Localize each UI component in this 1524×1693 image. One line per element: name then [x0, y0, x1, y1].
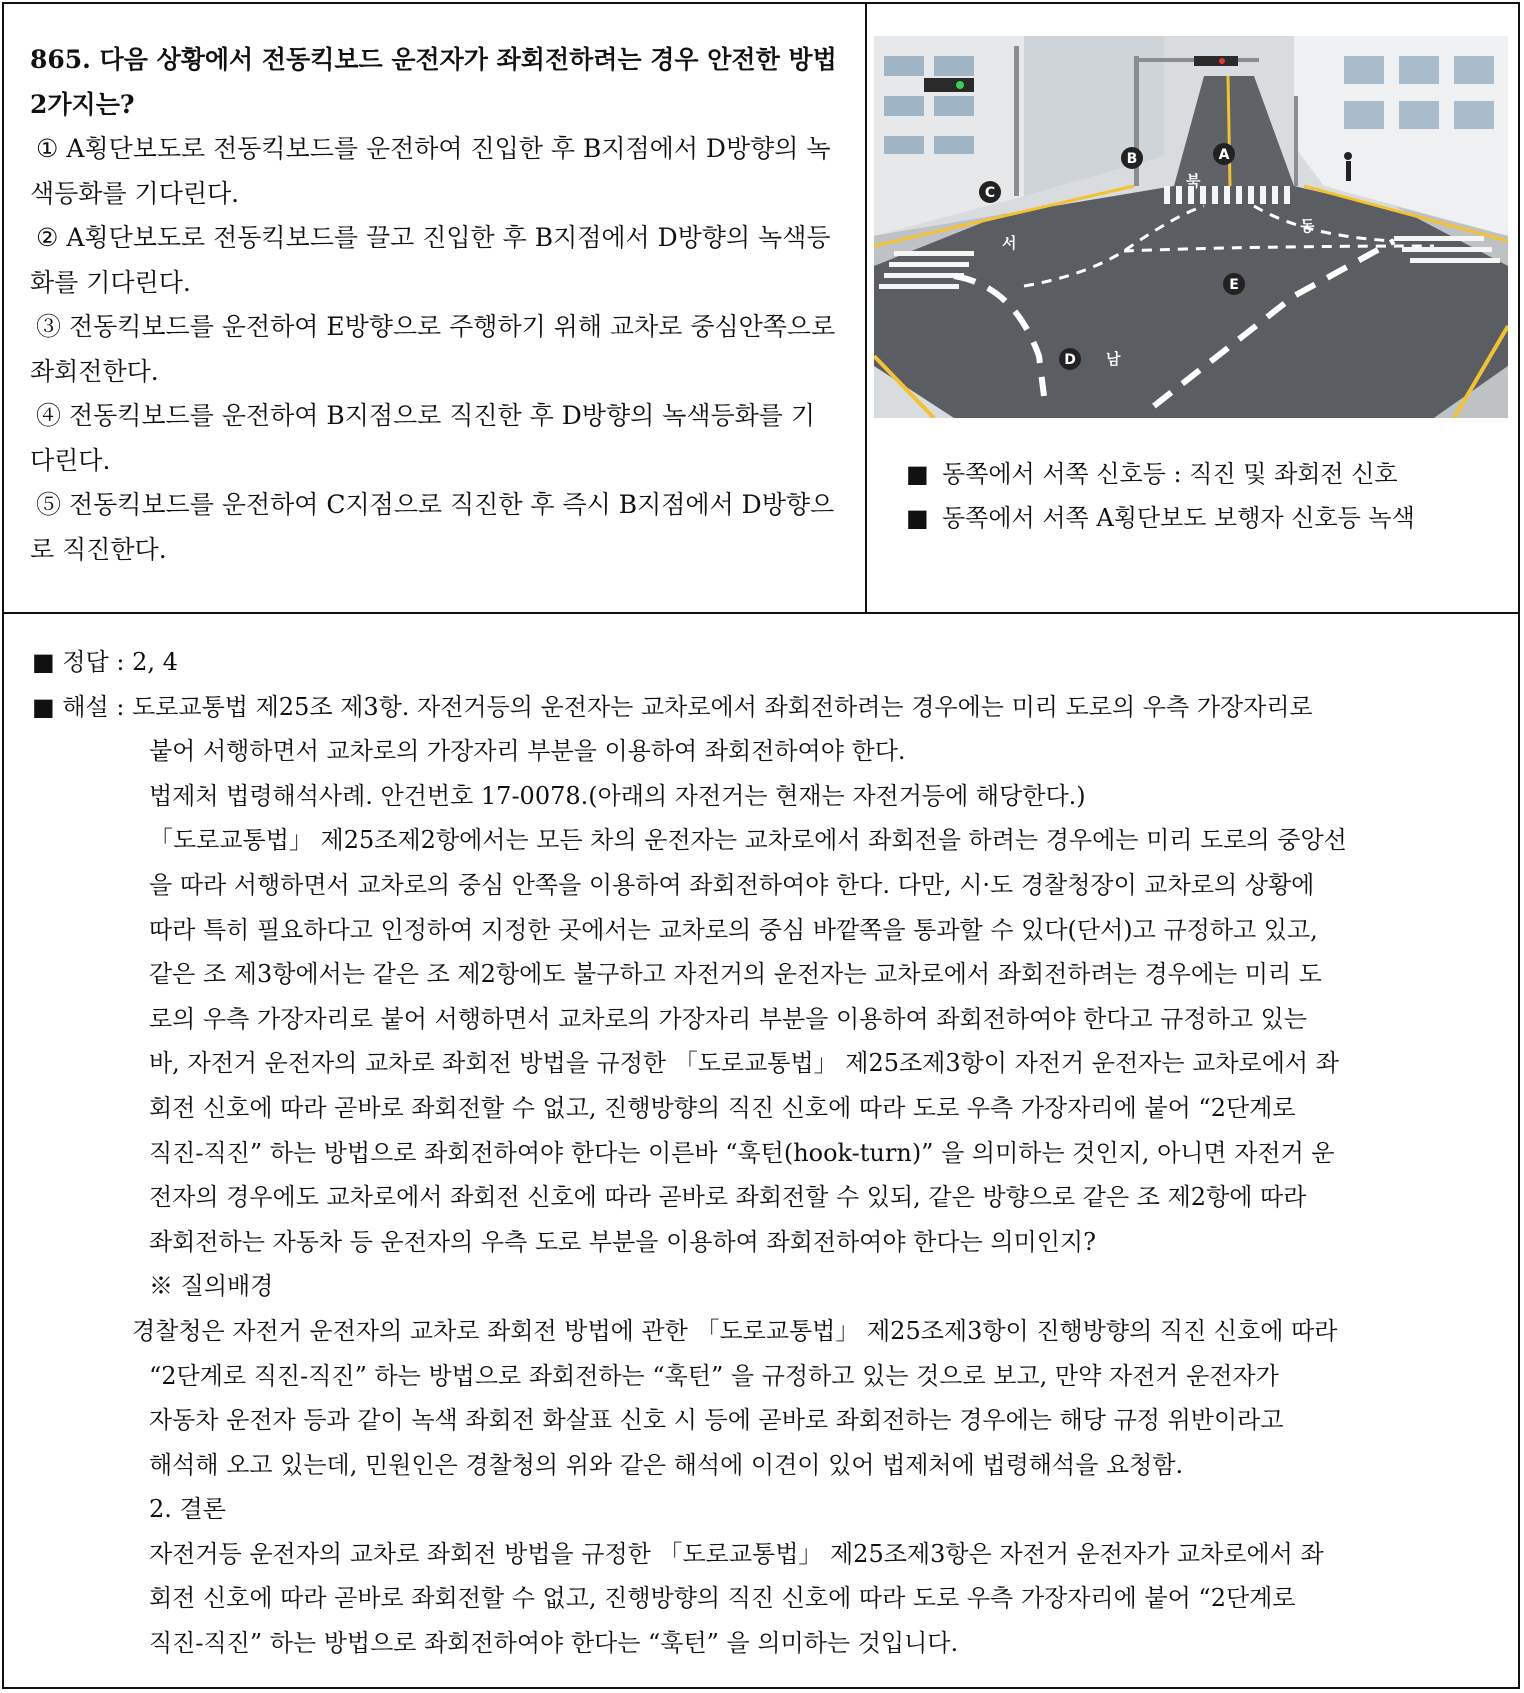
explanation-line: 붙어 서행하면서 교차로의 가장자리 부분을 이용하여 좌회전하여야 한다. — [149, 737, 906, 766]
intersection-illustration — [874, 36, 1508, 418]
option-1: ① A횡단보도로 전동킥보드를 운전하여 진입한 후 B지점에서 D방향의 녹색등화를 기다린다. — [30, 134, 831, 208]
option-3: ③ 전동킥보드를 운전하여 E방향으로 주행하기 위해 교차로 중심안쪽으로 좌회전한다. — [30, 312, 836, 386]
note-row — [906, 452, 1502, 496]
explanation-first-line — [32, 685, 1502, 730]
column-divider — [865, 4, 867, 612]
marker-c: C — [984, 185, 996, 201]
inquiry-background-heading: ※ 질의배경 — [149, 1272, 274, 1301]
label-west: 서 — [1002, 234, 1017, 252]
answer-block — [32, 640, 1502, 1666]
explanation-line: 해석해 오고 있는데, 민원인은 경찰청의 위와 같은 해석에 이견이 있어 법제처에 법령해석을 요청함. — [149, 1450, 1184, 1479]
row-divider — [4, 612, 1518, 614]
condition-notes — [906, 452, 1502, 540]
answer-bullet: ■ — [32, 648, 55, 676]
note-row — [906, 496, 1502, 540]
explanation-line: 회전 신호에 따라 곧바로 좌회전할 수 없고, 진행방향의 직진 신호에 따라 도로 우측 가장자리에 붙어 “2단계로 — [149, 1584, 1296, 1613]
option-4: ④ 전동킥보드를 운전하여 B지점으로 직진한 후 D방향의 녹색등화를 기다린다. — [30, 401, 816, 475]
explanation-line: “2단계로 직진-직진” 하는 방법으로 좌회전하는 “훅턴” 을 규정하고 있는 것으로 보고, 만약 자전거 운전자가 — [149, 1361, 1279, 1390]
question-stem: 865. 다음 상황에서 전동킥보드 운전자가 좌회전하려는 경우 안전한 방법2가지는? — [30, 45, 837, 119]
explanation-line: 로의 우측 가장자리로 붙어 서행하면서 교차로의 가장자리 부분을 이용하여 좌회전하여야 한다고 규정하고 있는 — [149, 1004, 1308, 1033]
marker-d: D — [1064, 352, 1076, 368]
label-south: 남 — [1106, 350, 1121, 368]
note-text: 동쪽에서 서쪽 신호등 : 직진 및 좌회전 신호 — [942, 460, 1398, 488]
explanation-text: 도로교통법 제25조 제3항. 자전거등의 운전자는 교차로에서 좌회전하려는 경우에는 미리 도로의 우측 가장자리로 — [132, 692, 1313, 721]
explanation-line: 을 따라 서행하면서 교차로의 중심 안쪽을 이용하여 좌회전하여야 한다. 다만, 시·도 경찰청장이 교차로의 상황에 — [149, 870, 1315, 899]
explanation-line: 직진-직진” 하는 방법으로 좌회전하여야 한다는 “훅턴” 을 의미하는 것입니다. — [149, 1629, 959, 1658]
label-east: 동 — [1300, 217, 1315, 235]
explanation-line: 「도로교통법」 제25조제2항에서는 모든 차의 운전자는 교차로에서 좌회전을 하려는 경우에는 미리 도로의 중앙선 — [149, 826, 1347, 855]
explanation-line: 법제처 법령해석사례. 안건번호 17-0078.(아래의 자전거는 현재는 자전거등에 해당한다.) — [149, 781, 1086, 810]
explanation-line: 자전거등 운전자의 교차로 좌회전 방법을 규정한 「도로교통법」 제25조제3항은 자전거 운전자가 교차로에서 좌 — [149, 1539, 1324, 1568]
intersection-svg — [874, 36, 1508, 418]
marker-a: A — [1218, 147, 1230, 163]
answer-line — [32, 640, 1502, 685]
label-north: 북 — [1186, 172, 1201, 190]
note-bullet: ■ — [906, 460, 929, 488]
explanation-line: 따라 특히 필요하다고 인정하여 지정한 곳에서는 교차로의 중심 바깥쪽을 통과할 수 있다(단서)고 규정하고 있고, — [149, 915, 1318, 944]
answer-value: 2, 4 — [132, 648, 178, 676]
explanation-bullet: ■ — [32, 692, 55, 721]
marker-b: B — [1126, 151, 1138, 167]
explanation-line: 같은 조 제3항에서는 같은 조 제2항에도 불구하고 자전거의 운전자는 교차로에서 좌회전하려는 경우에는 미리 도 — [149, 960, 1322, 989]
note-text: 동쪽에서 서쪽 A횡단보도 보행자 신호등 녹색 — [942, 504, 1415, 532]
explanation-line: 전자의 경우에도 교차로에서 좌회전 신호에 따라 곧바로 좌회전할 수 있되, 같은 방향으로 같은 조 제2항에 따라 — [149, 1183, 1307, 1212]
conclusion-heading: 2. 결론 — [149, 1495, 226, 1524]
option-5: ⑤ 전동킥보드를 운전하여 C지점으로 직진한 후 즉시 B지점에서 D방향으로 직진한다. — [30, 490, 835, 564]
explanation-line: 좌회전하는 자동차 등 운전자의 우측 도로 부분을 이용하여 좌회전하여야 한다는 의미인지? — [149, 1227, 1096, 1256]
note-bullet: ■ — [906, 504, 929, 532]
answer-label: 정답 : — [62, 648, 125, 676]
explanation-line: 직진-직진” 하는 방법으로 좌회전하여야 한다는 이른바 “훅턴(hook-turn)” 을 의미하는 것인지, 아니면 자전거 운 — [149, 1138, 1335, 1167]
explanation-line: 회전 신호에 따라 곧바로 좌회전할 수 없고, 진행방향의 직진 신호에 따라 도로 우측 가장자리에 붙어 “2단계로 — [149, 1093, 1296, 1122]
explanation-label: 해설 : — [62, 692, 125, 721]
question-block — [30, 38, 838, 572]
explanation-line: 자동차 운전자 등과 같이 녹색 좌회전 화살표 신호 시 등에 곧바로 좌회전하는 경우에는 해당 규정 위반이라고 — [149, 1406, 1284, 1435]
marker-e: E — [1229, 277, 1239, 293]
explanation-line: 경찰청은 자전거 운전자의 교차로 좌회전 방법에 관한 「도로교통법」 제25조제3항이 진행방향의 직진 신호에 따라 — [132, 1316, 1338, 1345]
explanation-line: 바, 자전거 운전자의 교차로 좌회전 방법을 규정한 「도로교통법」 제25조제3항이 자전거 운전자는 교차로에서 좌 — [149, 1049, 1339, 1078]
option-2: ② A횡단보도로 전동킥보드를 끌고 진입한 후 B지점에서 D방향의 녹색등화를 기다린다. — [30, 223, 831, 297]
